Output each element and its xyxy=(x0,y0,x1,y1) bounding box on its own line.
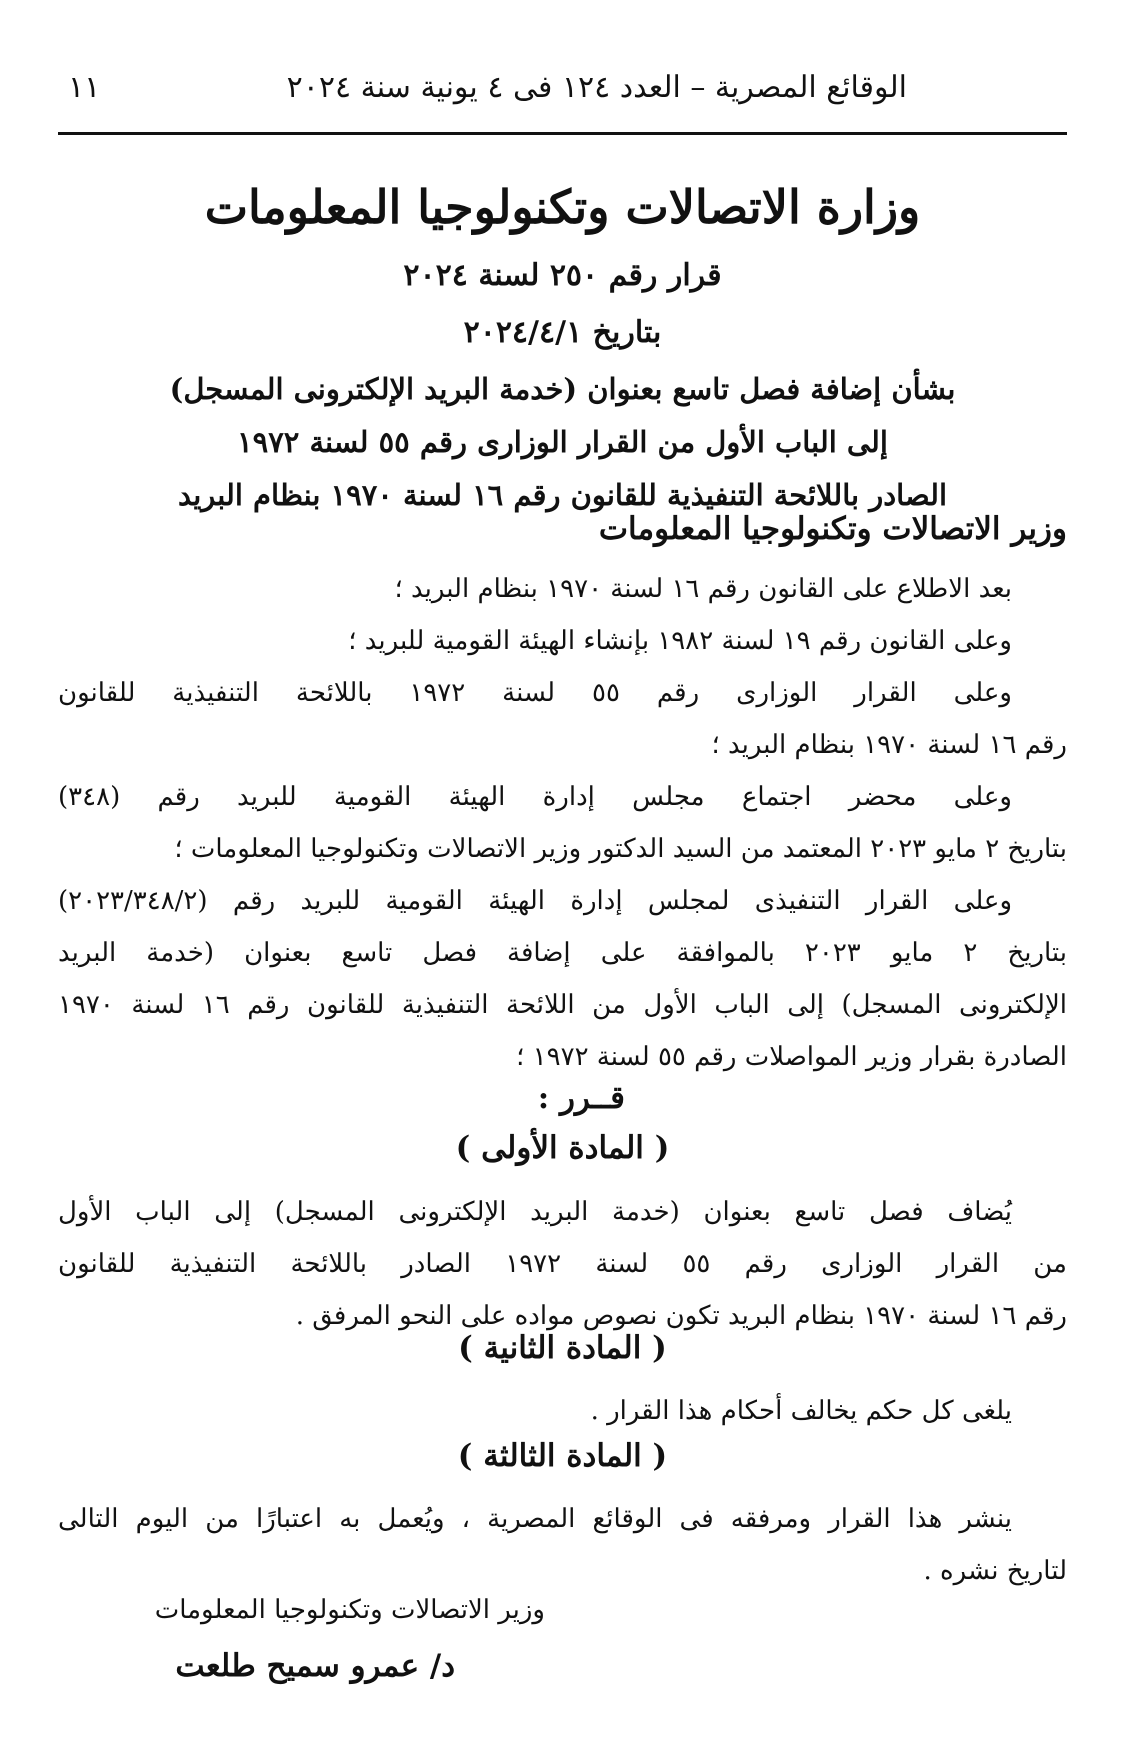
text-line: ينشر هذا القرار ومرفقه فى الوقائع المصرية ، ويُعمل به اعتبارًا من اليوم التالى xyxy=(58,1504,1012,1534)
decreed-heading: قــرر : xyxy=(537,1080,625,1116)
preamble xyxy=(58,615,1067,667)
text-line: الإلكترونى المسجل) إلى الباب الأول من اللائحة التنفيذية للقانون رقم ١٦ لسنة ١٩٧٠ xyxy=(58,990,1067,1020)
preamble xyxy=(58,667,1067,771)
text-line: رقم ١٦ لسنة ١٩٧٠ بنظام البريد ؛ xyxy=(711,730,1067,760)
minister-heading: وزير الاتصالات وتكنولوجيا المعلومات xyxy=(598,511,1067,547)
signature-name: د/ عمرو سميح طلعت xyxy=(175,1648,455,1684)
decision-number: قرار رقم ٢٥٠ لسنة ٢٠٢٤ xyxy=(403,258,722,293)
preamble xyxy=(58,563,1067,615)
subject-line: إلى الباب الأول من القرار الوزارى رقم ٥٥ لسنة ١٩٧٢ xyxy=(237,425,888,459)
page-number: ١١ xyxy=(68,70,101,105)
article-3-heading: ( المادة الثالثة ) xyxy=(457,1438,668,1474)
article-3-text xyxy=(58,1493,1067,1597)
preamble xyxy=(58,771,1067,875)
text-line: لتاريخ نشره . xyxy=(923,1556,1067,1586)
ministry-title: وزارة الاتصالات وتكنولوجيا المعلومات xyxy=(204,180,921,234)
preambles xyxy=(58,563,1067,1083)
text-line: بعد الاطلاع على القانون رقم ١٦ لسنة ١٩٧٠ بنظام البريد ؛ xyxy=(394,574,1012,604)
article-2-text xyxy=(58,1385,1067,1437)
text-line: وعلى القانون رقم ١٩ لسنة ١٩٨٢ بإنشاء الهيئة القومية للبريد ؛ xyxy=(348,626,1012,656)
text-line: وعلى القرار التنفيذى لمجلس إدارة الهيئة القومية للبريد رقم (٢٠٢٣/٣٤٨/٢) xyxy=(58,886,1012,916)
gazette-header-title: الوقائع المصرية – العدد ١٢٤ فى ٤ يونية سنة ٢٠٢٤ xyxy=(286,70,907,105)
article-1-heading: ( المادة الأولى ) xyxy=(455,1130,670,1166)
page-header xyxy=(58,62,1067,122)
text-line: رقم ١٦ لسنة ١٩٧٠ بنظام البريد تكون نصوص مواده على النحو المرفق . xyxy=(295,1301,1067,1331)
text-line: وعلى القرار الوزارى رقم ٥٥ لسنة ١٩٧٢ باللائحة التنفيذية للقانون xyxy=(58,678,1012,708)
text-line: من القرار الوزارى رقم ٥٥ لسنة ١٩٧٢ الصادر باللائحة التنفيذية للقانون xyxy=(58,1249,1067,1279)
subject-line: بشأن إضافة فصل تاسع بعنوان (خدمة البريد الإلكترونى المسجل) xyxy=(169,372,956,406)
decision-subject xyxy=(58,363,1067,522)
article-1-text xyxy=(58,1186,1067,1342)
preamble xyxy=(58,875,1067,1083)
text-line: بتاريخ ٢ مايو ٢٠٢٣ بالموافقة على إضافة فصل تاسع بعنوان (خدمة البريد xyxy=(58,938,1068,968)
text-line: يُضاف فصل تاسع بعنوان (خدمة البريد الإلكترونى المسجل) إلى الباب الأول xyxy=(58,1197,1012,1227)
article-2-heading: ( المادة الثانية ) xyxy=(458,1330,667,1366)
signature-title: وزير الاتصالات وتكنولوجيا المعلومات xyxy=(154,1595,545,1625)
decision-date: بتاريخ ٢٠٢٤/٤/١ xyxy=(463,315,662,350)
text-line: يلغى كل حكم يخالف أحكام هذا القرار . xyxy=(590,1396,1012,1426)
subject-line: الصادر باللائحة التنفيذية للقانون رقم ١٦ لسنة ١٩٧٠ بنظام البريد xyxy=(178,478,947,512)
text-line: بتاريخ ٢ مايو ٢٠٢٣ المعتمد من السيد الدكتور وزير الاتصالات وتكنولوجيا المعلومات ؛ xyxy=(174,834,1067,864)
text-line: وعلى محضر اجتماع مجلس إدارة الهيئة القومية للبريد رقم (٣٤٨) xyxy=(58,782,1012,812)
text-line: الصادرة بقرار وزير المواصلات رقم ٥٥ لسنة ١٩٧٢ ؛ xyxy=(516,1042,1067,1072)
header-divider xyxy=(58,132,1067,135)
